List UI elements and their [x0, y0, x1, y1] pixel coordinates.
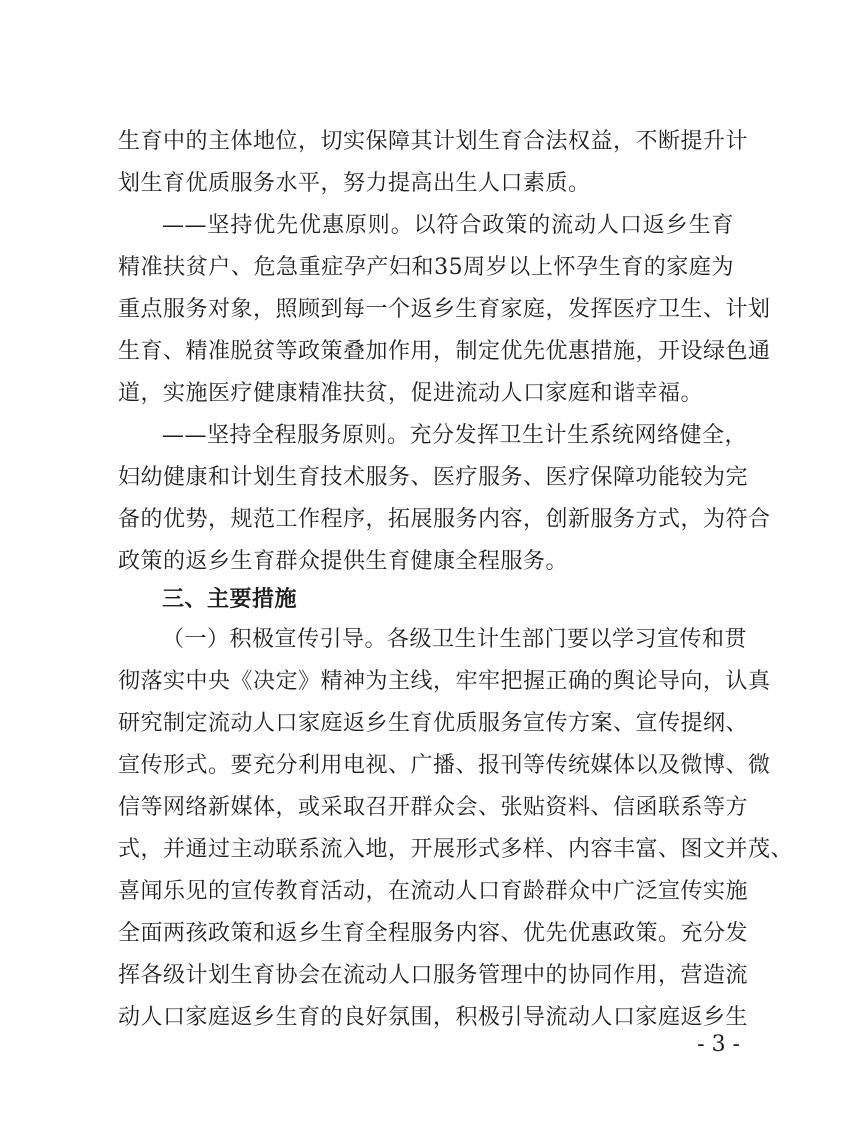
body-text-line: 动人口家庭返乡生育的良好氛围，积极引导流动人口家庭返乡生: [118, 1005, 749, 1030]
body-text-line: 研究制定流动人口家庭返乡生育优质服务宣传方案、宣传提纲、: [118, 711, 749, 736]
section-heading: 三、主要措施: [162, 587, 298, 612]
body-text-line: 政策的返乡生育群众提供生育健康全程服务。: [118, 549, 569, 574]
body-text-line: 宣传形式。要充分利用电视、广播、报刊等传统媒体以及微博、微: [118, 753, 771, 778]
body-text-line: 彻落实中央《决定》精神为主线，牢牢把握正确的舆论导向，认真: [118, 669, 771, 694]
body-text-line: 妇幼健康和计划生育技术服务、医疗服务、医疗保障功能较为完: [118, 465, 749, 490]
body-text-line: 备的优势，规范工作程序，拓展服务内容，创新服务方式，为符合: [118, 507, 771, 532]
body-text-line: ——坚持优先优惠原则。以符合政策的流动人口返乡生育: [162, 213, 734, 238]
body-text-line: 道，实施医疗健康精准扶贫，促进流动人口家庭和谐幸福。: [118, 381, 704, 406]
body-text-line: 挥各级计划生育协会在流动人口服务管理中的协同作用，营造流: [118, 963, 749, 988]
page-number: - 3 -: [697, 1032, 740, 1057]
body-text-line: 精准扶贫户、危急重症孕产妇和35周岁以上怀孕生育的家庭为: [118, 255, 734, 280]
body-text-line: 生育中的主体地位，切实保障其计划生育合法权益，不断提升计: [118, 129, 749, 154]
body-text-line: 信等网络新媒体，或采取召开群众会、张贴资料、信函联系等方: [118, 795, 749, 820]
body-text-line: 重点服务对象，照顾到每一个返乡生育家庭，发挥医疗卫生、计划: [118, 297, 771, 322]
body-text-line: 喜闻乐见的宣传教育活动，在流动人口育龄群众中广泛宣传实施: [118, 879, 749, 904]
body-text-line: 划生育优质服务水平，努力提高出生人口素质。: [118, 171, 591, 196]
body-text-line: ——坚持全程服务原则。充分发挥卫生计生系统网络健全，: [162, 423, 748, 448]
body-text-line: 全面两孩政策和返乡生育全程服务内容、优先优惠政策。充分发: [118, 921, 749, 946]
body-text-line: 式，并通过主动联系流入地，开展形式多样、内容丰富、图文并茂、: [118, 837, 794, 862]
body-text-line: （一）积极宣传引导。各级卫生计生部门要以学习宣传和贯: [162, 627, 748, 652]
body-text-line: 生育、精准脱贫等政策叠加作用，制定优先优惠措施，开设绿色通: [118, 339, 771, 364]
